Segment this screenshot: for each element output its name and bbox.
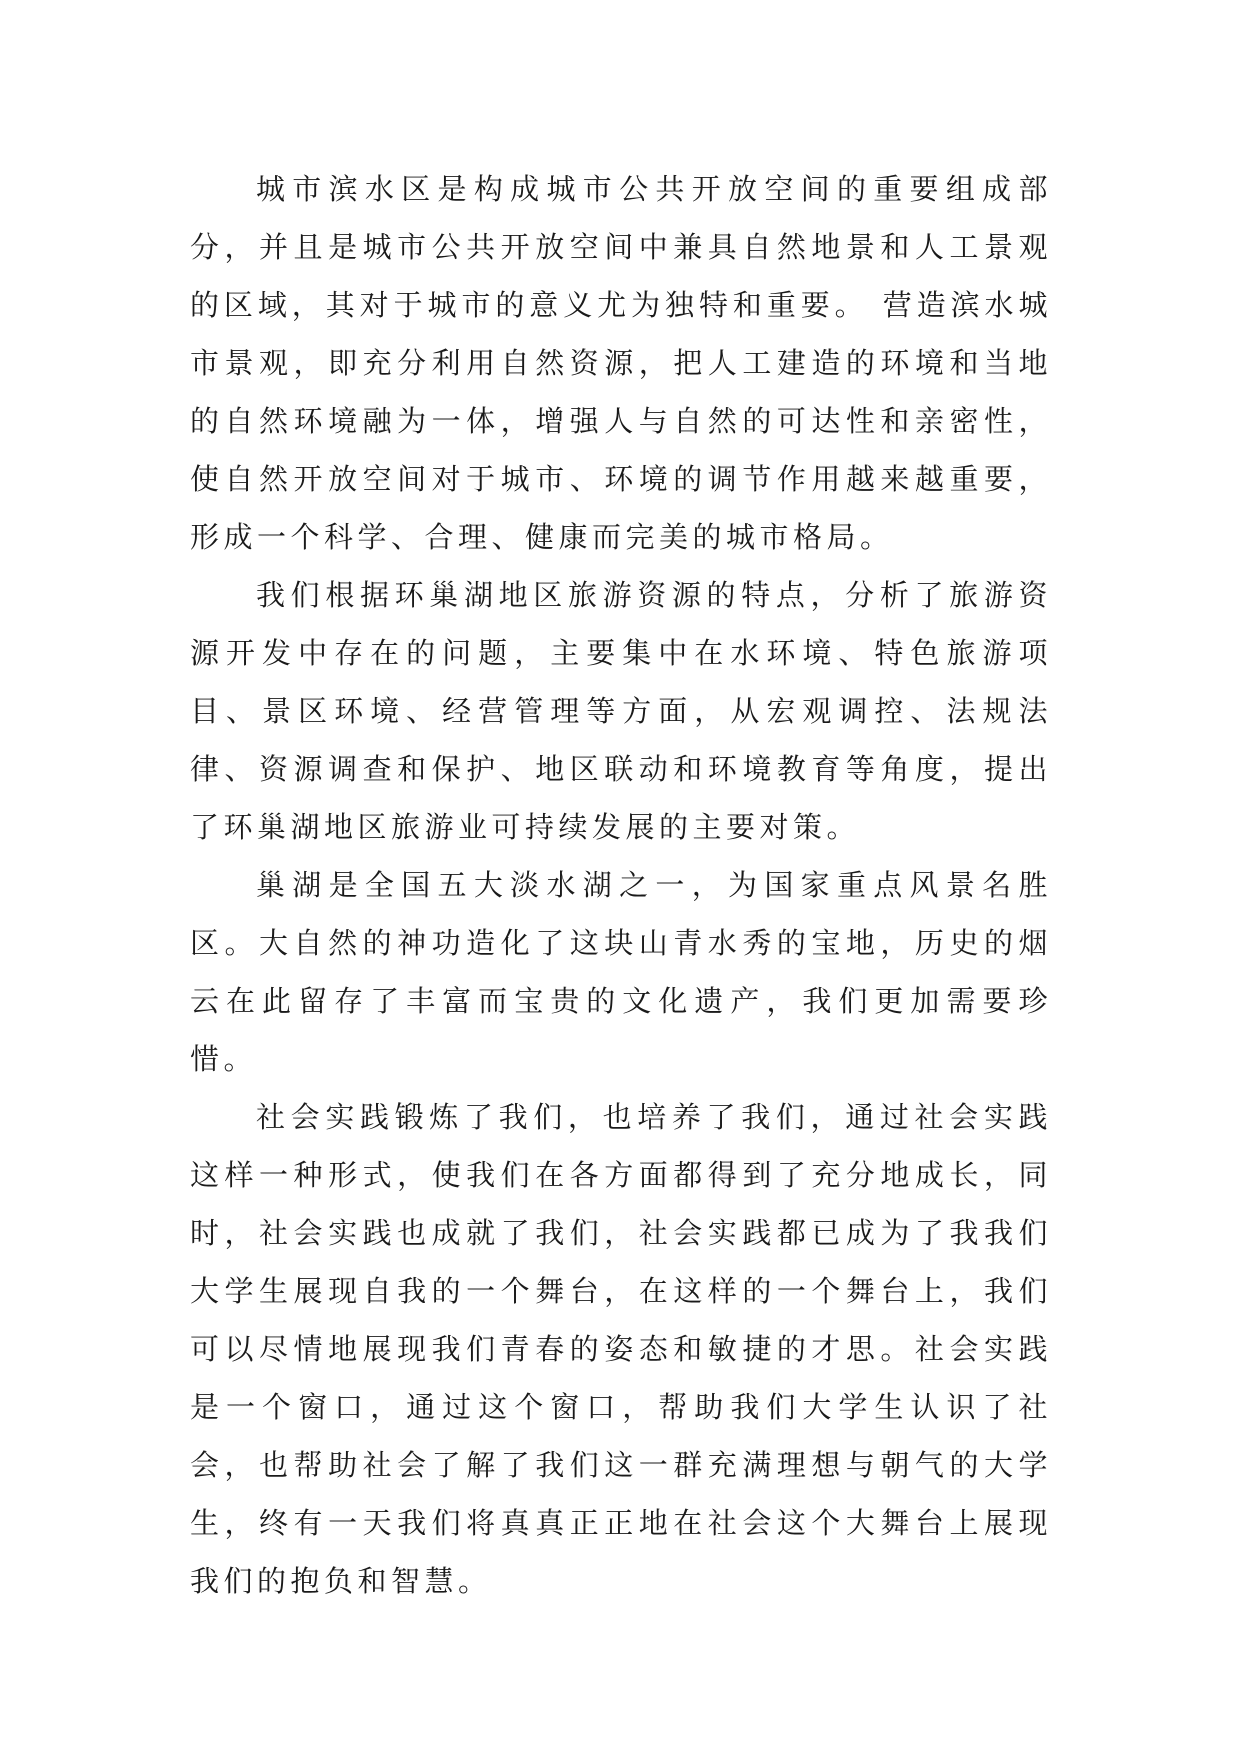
paragraph-2: 我们根据环巢湖地区旅游资源的特点，分析了旅游资源开发中存在的问题，主要集中在水环境、特色旅游项目、景区环境、经营管理等方面，从宏观调控、法规法律、资源调查和保护、地区联动和环境教育等角度，提出了环巢湖地区旅游业可持续发展的主要对策。 — [190, 578, 1052, 844]
paragraph-1: 城市滨水区是构成城市公共开放空间的重要组成部分，并且是城市公共开放空间中兼具自然地景和人工景观的区域，其对于城市的意义尤为独特和重要。 营造滨水城市景观，即充分利用自然资源，把人工建造的环境和当地的自然环境融为一体，增强人与自然的可达性和亲密性，使自然开放空间对于城市、环境的调节作用越来越重要，形成一个科学、合理、健康而完美的城市格局。 — [190, 172, 1052, 554]
document-body — [190, 160, 1052, 1610]
paragraph-3: 巢湖是全国五大淡水湖之一，为国家重点风景名胜区。大自然的神功造化了这块山青水秀的宝地，历史的烟云在此留存了丰富而宝贵的文化遗产，我们更加需要珍惜。 — [190, 868, 1052, 1076]
paragraph-4: 社会实践锻炼了我们，也培养了我们，通过社会实践这样一种形式，使我们在各方面都得到了充分地成长，同时，社会实践也成就了我们，社会实践都已成为了我我们大学生展现自我的一个舞台，在这样的一个舞台上，我们可以尽情地展现我们青春的姿态和敏捷的才思。社会实践是一个窗口，通过这个窗口，帮助我们大学生认识了社会，也帮助社会了解了我们这一群充满理想与朝气的大学生，终有一天我们将真真正正地在社会这个大舞台上展现我们的抱负和智慧。 — [190, 1100, 1052, 1598]
